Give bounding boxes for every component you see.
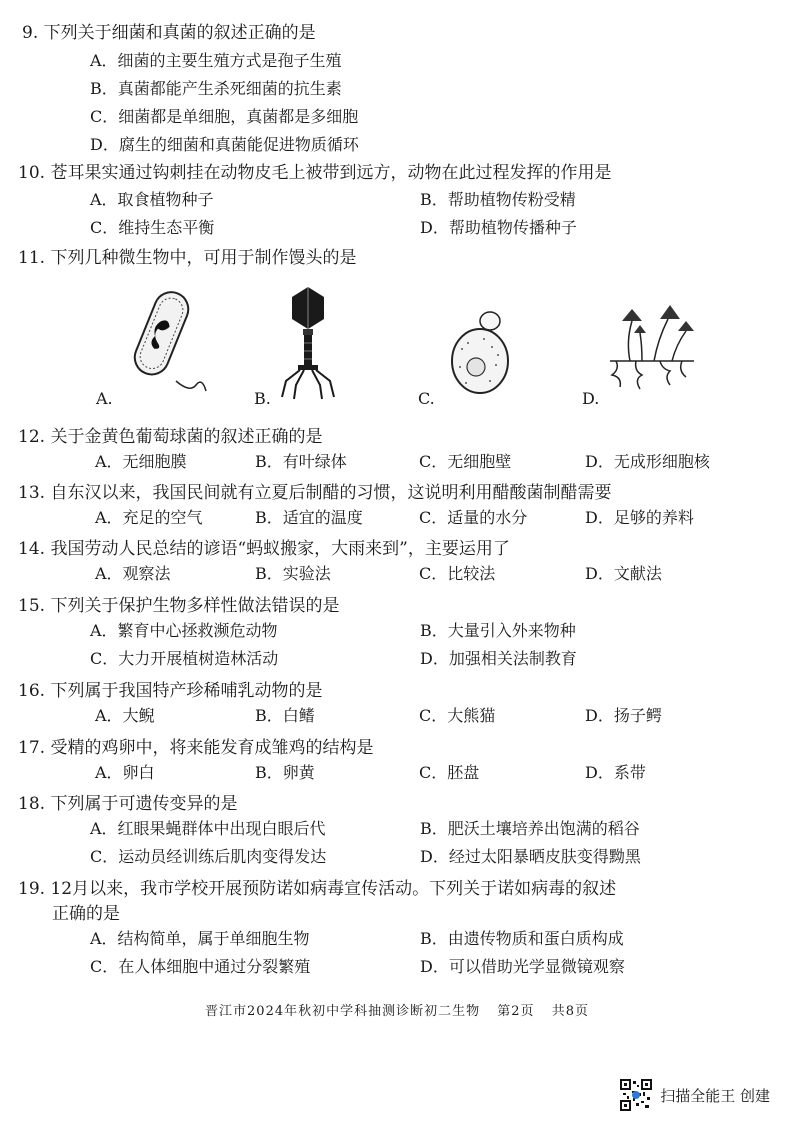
option-b: B．真菌都能产生杀死细菌的抗生素 [90, 79, 342, 98]
scanner-watermark [620, 1078, 770, 1112]
option-a: A．无细胞膜 [95, 452, 187, 471]
yeast-illustration [446, 305, 518, 397]
option-d: D．经过太阳暴晒皮肤变得黝黑 [420, 847, 641, 866]
question-10 [18, 162, 754, 242]
option-c: C．在人体细胞中通过分裂繁殖 [90, 957, 311, 976]
question-17 [18, 737, 754, 787]
option-b: B．由遗传物质和蛋白质构成 [420, 929, 624, 948]
question-12 [18, 426, 754, 476]
option-c: C．大力开展植树造林活动 [90, 649, 279, 668]
question-number: 18. [18, 794, 46, 814]
option-a: A．红眼果蝇群体中出现白眼后代 [90, 819, 326, 838]
question-stem: 我国劳动人民总结的谚语“蚂蚁搬家，大雨来到”，主要运用了 [50, 539, 510, 559]
option-b: B．适宜的温度 [255, 508, 363, 527]
option-d: D．无成形细胞核 [585, 452, 710, 471]
question-number: 11. [18, 248, 46, 268]
question-stem: 下列属于可遗传变异的是 [50, 794, 238, 814]
option-d: D．文献法 [585, 564, 662, 583]
option-b: B．卵黄 [255, 763, 315, 782]
option-d: D．可以借助光学显微镜观察 [420, 957, 625, 976]
bacterium-illustration [118, 285, 208, 401]
question-number: 13. [18, 483, 46, 503]
question-19 [18, 878, 754, 981]
question-stem: 苍耳果实通过钩刺挂在动物皮毛上被带到远方，动物在此过程发挥的作用是 [50, 163, 612, 183]
option-d-label: D. [582, 389, 600, 408]
option-b-label: B. [254, 389, 271, 408]
question-stem: 下列关于细菌和真菌的叙述正确的是 [43, 23, 316, 43]
question-number: 12. [18, 427, 46, 447]
question-number: 10. [18, 163, 46, 183]
question-stem: 下列几种微生物中，可用于制作馒头的是 [50, 248, 357, 268]
question-number: 17. [18, 738, 46, 758]
option-b: B．白鳍 [255, 706, 315, 725]
question-stem: 自东汉以来，我国民间就有立夏后制醋的习惯，这说明利用醋酸菌制醋需要 [50, 483, 612, 503]
question-number: 16. [18, 681, 46, 701]
option-b: B．肥沃土壤培养出饱满的稻谷 [420, 819, 640, 838]
question-stem: 受精的鸡卵中，将来能发育成雏鸡的结构是 [50, 738, 374, 758]
option-c: C．比较法 [419, 564, 496, 583]
watermark-text: 扫描全能王 创建 [660, 1086, 770, 1105]
question-9 [22, 22, 754, 159]
question-14 [18, 538, 754, 588]
option-b: B．实验法 [255, 564, 331, 583]
option-d: D．系带 [585, 763, 646, 782]
footer-total: 共8页 [551, 1004, 589, 1019]
question-number: 14. [18, 539, 46, 559]
option-c: C．大熊猫 [419, 706, 496, 725]
question-11 [18, 247, 754, 269]
question-number: 9. [22, 23, 39, 43]
option-c: C．适量的水分 [419, 508, 528, 527]
option-a: A．结构简单，属于单细胞生物 [90, 929, 310, 948]
option-d: D．足够的养料 [585, 508, 694, 527]
question-16 [18, 680, 754, 730]
option-a: A．充足的空气 [95, 508, 203, 527]
question-number: 15. [18, 596, 46, 616]
option-c: C．运动员经训练后肌肉变得发达 [90, 847, 327, 866]
option-d: D．加强相关法制教育 [420, 649, 577, 668]
option-a: A．大鲵 [95, 706, 155, 725]
question-stem: 下列关于保护生物多样性做法错误的是 [50, 596, 340, 616]
question-18 [18, 793, 754, 871]
option-c: C．细菌都是单细胞，真菌都是多细胞 [90, 107, 359, 126]
question-15 [18, 595, 754, 673]
option-a: A．细菌的主要生殖方式是孢子生殖 [90, 51, 342, 70]
option-c: C．无细胞壁 [419, 452, 512, 471]
option-b: B．有叶绿体 [255, 452, 347, 471]
mold-illustration [606, 301, 698, 397]
question-number: 19. [18, 879, 46, 899]
option-d: D．腐生的细菌和真菌能促进物质循环 [90, 135, 359, 154]
option-a-label: A. [96, 389, 113, 408]
option-b: B．大量引入外来物种 [420, 621, 576, 640]
option-a: A．卵白 [95, 763, 155, 782]
option-a: A．取食植物种子 [90, 190, 214, 209]
question-13 [18, 482, 754, 532]
option-c: C．胚盘 [419, 763, 480, 782]
footer-title: 晋江市2024年秋初中学科抽测诊断初二生物 [205, 1004, 481, 1019]
question-stem: 下列属于我国特产珍稀哺乳动物的是 [50, 681, 323, 701]
page-footer [0, 1000, 794, 1019]
bacteriophage-illustration [278, 285, 338, 401]
option-d: D．扬子鳄 [585, 706, 662, 725]
question-stem-continued: 正确的是 [52, 904, 120, 924]
question-stem: 12月以来，我市学校开展预防诺如病毒宣传活动。下列关于诺如病毒的叙述 [50, 879, 617, 899]
option-c-label: C. [418, 389, 435, 408]
option-d: D．帮助植物传播种子 [420, 218, 577, 237]
microorganism-images [0, 285, 794, 415]
option-c: C．维持生态平衡 [90, 218, 215, 237]
question-stem: 关于金黄色葡萄球菌的叙述正确的是 [50, 427, 323, 447]
qr-code-icon [620, 1079, 652, 1111]
option-a: A．繁育中心拯救濒危动物 [90, 621, 278, 640]
footer-page: 第2页 [497, 1004, 535, 1019]
option-a: A．观察法 [95, 564, 171, 583]
option-b: B．帮助植物传粉受精 [420, 190, 576, 209]
